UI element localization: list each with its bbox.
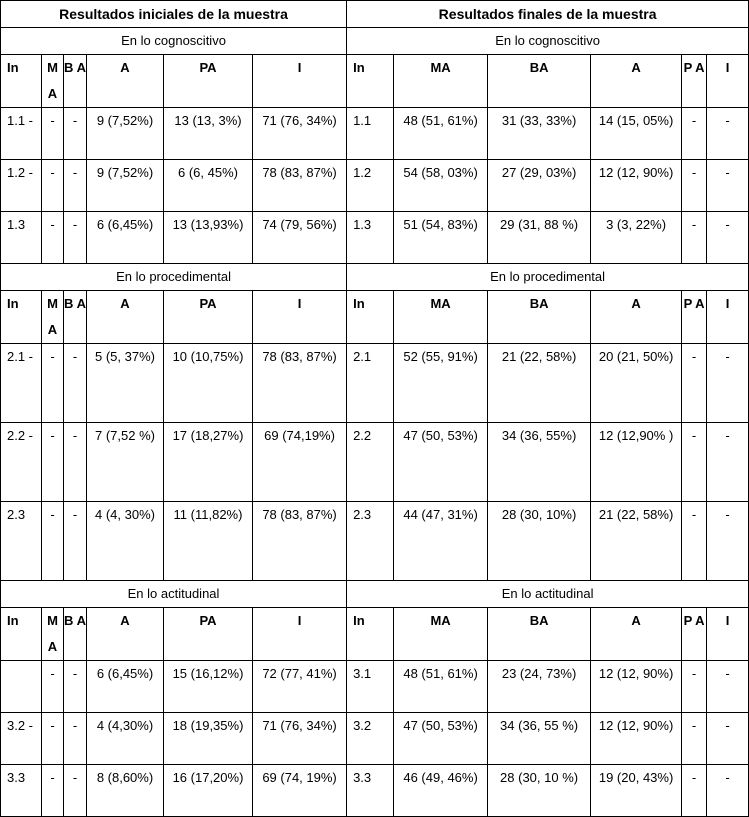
cell-i-f: - (707, 502, 749, 581)
cell-in-i: 3.3 (1, 765, 42, 817)
column-header: I (707, 608, 749, 661)
section-title-initial: En lo procedimental (1, 264, 347, 291)
cell-i-f: - (707, 344, 749, 423)
column-header: I (253, 55, 347, 108)
header-row (1, 1, 749, 28)
cell-ma-i: - (42, 661, 64, 713)
cell-i-i: 71 (76, 34%) (253, 713, 347, 765)
cell-a-f: 14 (15, 05%) (591, 108, 682, 160)
cell-ma-f: 47 (50, 53%) (394, 713, 488, 765)
table-row (1, 344, 749, 423)
cell-in-f: 1.3 (347, 212, 394, 264)
cell-pa-i: 6 (6, 45%) (164, 160, 253, 212)
column-header: I (707, 291, 749, 344)
cell-ba-f: 34 (36, 55 %) (488, 713, 591, 765)
cell-pa-i: 18 (19,35%) (164, 713, 253, 765)
cell-pa-i: 10 (10,75%) (164, 344, 253, 423)
section-title-final: En lo procedimental (347, 264, 749, 291)
section-title-initial: En lo cognoscitivo (1, 28, 347, 55)
column-header: BA (488, 291, 591, 344)
cell-pa-f: - (682, 502, 707, 581)
cell-pa-i: 13 (13, 3%) (164, 108, 253, 160)
cell-pa-f: - (682, 160, 707, 212)
column-header: A (87, 55, 164, 108)
section-title-final: En lo actitudinal (347, 581, 749, 608)
cell-a-f: 12 (12, 90%) (591, 661, 682, 713)
cell-ba-f: 27 (29, 03%) (488, 160, 591, 212)
cell-pa-i: 11 (11,82%) (164, 502, 253, 581)
cell-ma-i: - (42, 108, 64, 160)
column-header: BA (488, 608, 591, 661)
cell-a-i: 4 (4, 30%) (87, 502, 164, 581)
section-title-final: En lo cognoscitivo (347, 28, 749, 55)
cell-ma-f: 47 (50, 53%) (394, 423, 488, 502)
cell-in-i: 2.3 (1, 502, 42, 581)
cell-a-f: 12 (12,90% ) (591, 423, 682, 502)
column-header: PA (164, 55, 253, 108)
column-header: A (591, 55, 682, 108)
column-header: MA (394, 291, 488, 344)
cell-ma-f: 52 (55, 91%) (394, 344, 488, 423)
column-header: B A (64, 55, 87, 108)
section-title-row (1, 581, 749, 608)
cell-ba-f: 21 (22, 58%) (488, 344, 591, 423)
cell-ma-f: 51 (54, 83%) (394, 212, 488, 264)
column-header: PA (164, 291, 253, 344)
cell-pa-f: - (682, 108, 707, 160)
cell-pa-i: 15 (16,12%) (164, 661, 253, 713)
cell-pa-f: - (682, 344, 707, 423)
cell-in-f: 2.2 (347, 423, 394, 502)
cell-in-f: 3.3 (347, 765, 394, 817)
cell-in-i: 3.2 - (1, 713, 42, 765)
cell-ma-i: - (42, 344, 64, 423)
column-header: In (1, 608, 42, 661)
cell-in-i: 1.1 - (1, 108, 42, 160)
cell-ba-i: - (64, 108, 87, 160)
section-title-row (1, 264, 749, 291)
cell-ma-f: 48 (51, 61%) (394, 108, 488, 160)
column-header: In (347, 291, 394, 344)
column-header: BA (488, 55, 591, 108)
cell-i-f: - (707, 765, 749, 817)
cell-ba-f: 29 (31, 88 %) (488, 212, 591, 264)
column-header: A (87, 291, 164, 344)
table-row (1, 212, 749, 264)
cell-pa-f: - (682, 212, 707, 264)
cell-a-i: 7 (7,52 %) (87, 423, 164, 502)
cell-ma-f: 46 (49, 46%) (394, 765, 488, 817)
cell-ba-f: 34 (36, 55%) (488, 423, 591, 502)
table-row (1, 423, 749, 502)
section-title-initial: En lo actitudinal (1, 581, 347, 608)
cell-a-f: 12 (12, 90%) (591, 713, 682, 765)
table-row (1, 765, 749, 817)
column-header: P A (682, 608, 707, 661)
cell-ba-f: 28 (30, 10%) (488, 502, 591, 581)
cell-ma-f: 54 (58, 03%) (394, 160, 488, 212)
column-header: I (707, 55, 749, 108)
cell-ma-i: - (42, 502, 64, 581)
cell-i-i: 71 (76, 34%) (253, 108, 347, 160)
column-header: I (253, 608, 347, 661)
cell-i-i: 72 (77, 41%) (253, 661, 347, 713)
table-row (1, 160, 749, 212)
cell-a-f: 21 (22, 58%) (591, 502, 682, 581)
cell-pa-i: 17 (18,27%) (164, 423, 253, 502)
cell-ba-f: 28 (30, 10 %) (488, 765, 591, 817)
cell-a-f: 19 (20, 43%) (591, 765, 682, 817)
cell-ma-i: - (42, 212, 64, 264)
section-title-row (1, 28, 749, 55)
table-row (1, 661, 749, 713)
cell-in-f: 1.1 (347, 108, 394, 160)
cell-ba-i: - (64, 765, 87, 817)
column-header: B A (64, 608, 87, 661)
cell-a-i: 6 (6,45%) (87, 661, 164, 713)
cell-i-i: 74 (79, 56%) (253, 212, 347, 264)
cell-a-i: 6 (6,45%) (87, 212, 164, 264)
column-header: PA (164, 608, 253, 661)
column-header: A (591, 608, 682, 661)
column-header-row (1, 608, 749, 661)
cell-ma-i: - (42, 423, 64, 502)
cell-in-f: 2.1 (347, 344, 394, 423)
cell-ma-i: - (42, 713, 64, 765)
cell-a-i: 8 (8,60%) (87, 765, 164, 817)
cell-pa-f: - (682, 423, 707, 502)
cell-a-f: 12 (12, 90%) (591, 160, 682, 212)
column-header: P A (682, 55, 707, 108)
cell-ba-i: - (64, 344, 87, 423)
cell-i-i: 69 (74,19%) (253, 423, 347, 502)
cell-i-f: - (707, 661, 749, 713)
column-header: In (1, 291, 42, 344)
column-header: A (591, 291, 682, 344)
cell-in-i: 2.1 - (1, 344, 42, 423)
cell-ba-f: 23 (24, 73%) (488, 661, 591, 713)
final-results-header: Resultados finales de la muestra (347, 1, 749, 28)
column-header-row (1, 55, 749, 108)
cell-ma-i: - (42, 765, 64, 817)
cell-pa-i: 16 (17,20%) (164, 765, 253, 817)
cell-ba-i: - (64, 502, 87, 581)
column-header: M A (42, 291, 64, 344)
cell-a-f: 20 (21, 50%) (591, 344, 682, 423)
table-body (1, 1, 749, 817)
table-row (1, 502, 749, 581)
cell-ba-i: - (64, 713, 87, 765)
cell-a-i: 9 (7,52%) (87, 160, 164, 212)
cell-i-i: 78 (83, 87%) (253, 502, 347, 581)
cell-ba-i: - (64, 160, 87, 212)
cell-in-i: 1.2 - (1, 160, 42, 212)
column-header: P A (682, 291, 707, 344)
column-header: In (347, 55, 394, 108)
initial-results-header: Resultados iniciales de la muestra (1, 1, 347, 28)
cell-in-f: 1.2 (347, 160, 394, 212)
table-row (1, 108, 749, 160)
cell-a-i: 4 (4,30%) (87, 713, 164, 765)
column-header: M A (42, 608, 64, 661)
cell-a-f: 3 (3, 22%) (591, 212, 682, 264)
cell-ma-f: 48 (51, 61%) (394, 661, 488, 713)
cell-in-f: 3.2 (347, 713, 394, 765)
cell-in-f: 3.1 (347, 661, 394, 713)
cell-pa-f: - (682, 713, 707, 765)
cell-i-f: - (707, 713, 749, 765)
cell-i-i: 78 (83, 87%) (253, 160, 347, 212)
cell-i-i: 78 (83, 87%) (253, 344, 347, 423)
cell-i-f: - (707, 160, 749, 212)
column-header: MA (394, 55, 488, 108)
cell-ma-i: - (42, 160, 64, 212)
cell-in-i (1, 661, 42, 713)
column-header-row (1, 291, 749, 344)
column-header: In (347, 608, 394, 661)
cell-ba-i: - (64, 661, 87, 713)
column-header: A (87, 608, 164, 661)
cell-ma-f: 44 (47, 31%) (394, 502, 488, 581)
cell-in-f: 2.3 (347, 502, 394, 581)
cell-a-i: 5 (5, 37%) (87, 344, 164, 423)
cell-i-f: - (707, 423, 749, 502)
cell-pa-f: - (682, 765, 707, 817)
cell-in-i: 2.2 - (1, 423, 42, 502)
cell-in-i: 1.3 (1, 212, 42, 264)
cell-ba-i: - (64, 212, 87, 264)
column-header: In (1, 55, 42, 108)
cell-i-f: - (707, 212, 749, 264)
cell-i-f: - (707, 108, 749, 160)
cell-i-i: 69 (74, 19%) (253, 765, 347, 817)
cell-pa-i: 13 (13,93%) (164, 212, 253, 264)
cell-pa-f: - (682, 661, 707, 713)
table-row (1, 713, 749, 765)
cell-a-i: 9 (7,52%) (87, 108, 164, 160)
cell-ba-f: 31 (33, 33%) (488, 108, 591, 160)
column-header: MA (394, 608, 488, 661)
column-header: B A (64, 291, 87, 344)
cell-ba-i: - (64, 423, 87, 502)
column-header: M A (42, 55, 64, 108)
column-header: I (253, 291, 347, 344)
